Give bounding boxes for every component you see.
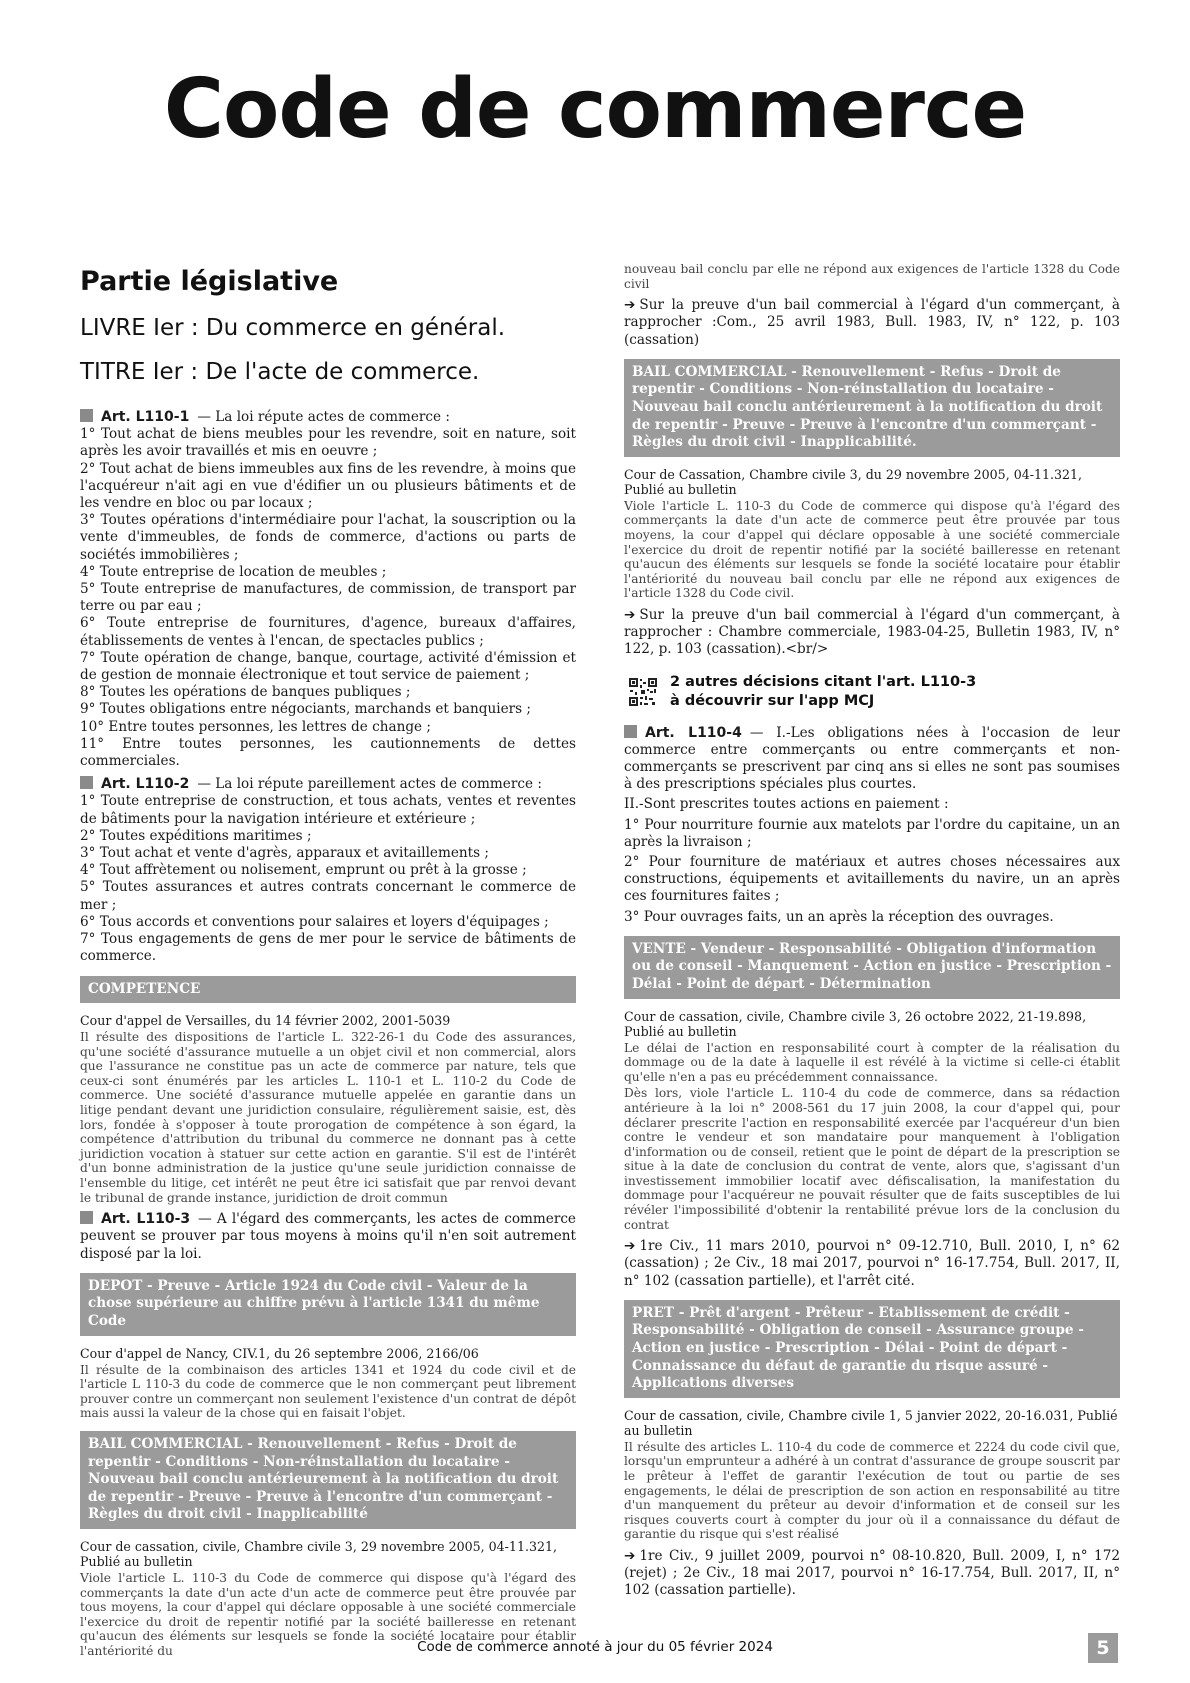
related-reference: ➔ Sur la preuve d'un bail commercial à l'égard d'un commerçant, à rapprocher : Chambre commerciale, 1983-04-25, Bulletin 1983, IV, n° 122, p. 103 (cassation).<br/> <box>624 606 1120 658</box>
decision-summary: Il résulte de la combinaison des articles 1341 et 1924 du code civil et de l'article L 110-3 du code de commerce que le non commerçant peut librement prouver contre un commerçant non seulement l'existence d'un contrat de dépôt mais aussi la valeur de la chose qui en faisait l'objet. <box>80 1362 576 1421</box>
article-intro: — La loi répute actes de commerce : <box>197 409 450 425</box>
list-item: 11° Entre toutes personnes, les cautionnements de dettes commerciales. <box>80 735 576 770</box>
decision-summary: Viole l'article L. 110-3 du Code de commerce qui dispose qu'à l'égard des commerçants la date d'un acte de commerce peut être prouvée par tous moyens, la cour d'appel qui déclare opposable à une société commerciale l'exercice du droit de repentir notifié par la société bailleresse en retenant qu'aucun des éléments sur lesquels se fonde la société locataire pour établir l'antériorité du nouveau bail conclu par elle ne répond aux exigences de l'article 1328 du Code civil. <box>624 498 1120 601</box>
article-label: Art. L110-1 <box>101 409 190 425</box>
article-intro: — A l'égard des commerçants, les actes de commerce peuvent se prouver par tous moyens à moins qu'il n'en soit autrement disposé par la loi. <box>80 1211 576 1262</box>
list-item: 1° Toute entreprise de construction, et tous achats, ventes et reventes de bâtiments pour la navigation intérieure et extérieure ; <box>80 793 576 827</box>
arrow-right-icon: ➔ <box>624 1548 636 1564</box>
court-reference: Cour d'appel de Versailles, du 14 février 2002, 2001-5039 <box>80 1013 451 1029</box>
article-l110-2 <box>80 776 576 965</box>
article-label: Art. L110-2 <box>101 776 190 793</box>
list-item: 10° Entre toutes personnes, les lettres de change ; <box>80 718 431 735</box>
article-intro: — La loi répute pareillement actes de commerce : <box>197 776 542 793</box>
related-reference: ➔ 1re Civ., 9 juillet 2009, pourvoi n° 08-10.820, Bull. 2009, I, n° 172 (rejet) ; 2e Civ., 18 mai 2017, pourvoi n° 16-17.754, Bull. 2017, II, n° 102 (cassation partielle). <box>624 1548 1120 1599</box>
list-item: 5° Toutes assurances et autres contrats concernant le commerce de mer ; <box>80 879 576 913</box>
list-item: 3° Toutes opérations d'intermédiaire pour l'achat, la souscription ou la vente d'immeubles, de fonds de commerce, d'actions ou parts de sociétés immobilières ; <box>80 512 576 563</box>
qr-code-icon <box>628 677 658 707</box>
partie-heading: Partie législative <box>80 266 339 297</box>
list-item: 2° Tout achat de biens immeubles aux fins de les revendre, à moins que l'acquéreur n'ait agi en vue d'édifier un ou plusieurs bâtiments et de les vendre en bloc ou par locaux ; <box>80 460 576 512</box>
square-bullet-icon <box>80 776 93 789</box>
decision-tag-pret: PRET - Prêt d'argent - Prêteur - Etablissement de crédit - Responsabilité - Obligation de conseil - Assurance groupe - Action en justice - Prescription - Délai - Point de départ - Connaissance du défaut de garantie du risque assuré - Applications diverses <box>624 1300 1120 1398</box>
article-label: Art. L110-3 <box>101 1211 191 1228</box>
left-column <box>80 262 576 1659</box>
list-item: 4° Tout affrètement ou nolisement, emprunt ou prêt à la grosse ; <box>80 862 527 879</box>
list-item: 3° Tout achat et vente d'agrès, apparaux et avitaillements ; <box>80 845 490 862</box>
decision-summary: Le délai de l'action en responsabilité court à compter de la réalisation du dommage ou de la date à laquelle il est révélé à la victime si celle-ci établit qu'elle n'en a pas eu précédemment connaissance. <box>624 1040 1120 1084</box>
list-item: 4° Toute entreprise de location de meubles ; <box>80 563 387 580</box>
list-item: 6° Toute entreprise de fournitures, d'agence, bureaux d'affaires, établissements de ventes à l'encan, de spectacles publics ; <box>80 615 576 649</box>
arrow-right-icon: ➔ <box>624 1238 636 1255</box>
list-item: 3° Pour ouvrages faits, un an après la réception des ouvrages. <box>624 908 1054 925</box>
arrow-right-icon: ➔ <box>624 297 636 314</box>
decision-tag-depot: DEPOT - Preuve - Article 1924 du Code civil - Valeur de la chose supérieure au chiffre prévu à l'article 1341 du même Code <box>80 1273 576 1336</box>
list-item: 7° Tous engagements de gens de mer pour le service de bâtiments de commerce. <box>80 931 576 965</box>
article-l110-1 <box>80 409 576 770</box>
livre-heading: LIVRE Ier : Du commerce en général. <box>80 315 506 341</box>
list-item: 6° Tous accords et conventions pour salaires et loyers d'équipages ; <box>80 913 549 930</box>
list-item: 1° Pour nourriture fournie aux matelots par l'ordre du capitaine, un an après la livraison ; <box>624 816 1120 850</box>
court-reference: Cour de cassation, civile, Chambre civile 1, 5 janvier 2022, 20-16.031, Publié au bulletin <box>624 1407 1118 1438</box>
list-item: 8° Toutes les opérations de banques publiques ; <box>80 684 411 701</box>
app-promo-line-1: 2 autres décisions citant l'art. L110-3 <box>670 673 977 690</box>
decision-tag-bail: BAIL COMMERCIAL - Renouvellement - Refus - Droit de repentir - Conditions - Non-réinstallation du locataire - Nouveau bail conclu antérieurement à la notification du droit de repentir - Preuve - Preuve à l'encontre d'un commerçant - Règles du droit civil - Inapplicabilité <box>80 1431 576 1529</box>
app-promo-line-2: à découvrir sur l'app MCJ <box>670 692 875 709</box>
article-intro: — I.-Les obligations nées à l'occasion de leur commerce entre commerçants ou entre commerçants et non-commerçants se prescrivent par cinq ans si elles ne sont pas soumises à des prescriptions spéciales plus courtes. <box>624 724 1121 793</box>
list-item: 7° Toute opération de change, banque, courtage, activité d'émission et de gestion de monnaie électronique et tout service de paiement ; <box>80 649 576 684</box>
decision-summary: Viole l'article L. 110-3 du Code de commerce qui dispose qu'à l'égard des commerçants la date d'un acte d'un acte de commerce peut être prouvée par tous moyens, la cour d'appel qui déclare opposable à une société commerciale l'exercice du droit de repentir notifié par la société bailleresse en retenant qu'aucun des éléments sur lesquels se fonde la société locataire pour établir l'antériorité du <box>80 1570 576 1658</box>
list-item: 1° Tout achat de biens meubles pour les revendre, soit en nature, soit après les avoir travaillés et mis en oeuvre ; <box>80 426 576 460</box>
article-label: Art. L110-4 <box>645 724 742 741</box>
court-reference: Cour de cassation, civile, Chambre civile 3, 26 octobre 2022, 21-19.898, Publié au bulletin <box>624 1008 1087 1039</box>
titre-heading: TITRE Ier : De l'acte de commerce. <box>80 359 480 385</box>
decision-tag-bail-2: BAIL COMMERCIAL - Renouvellement - Refus - Droit de repentir - Conditions - Non-réinstallation du locataire - Nouveau bail conclu antérieurement à la notification du droit de repentir - Preuve - Preuve à l'encontre d'un commerçant - Règles du droit civil - Inapplicabilité. <box>624 359 1120 457</box>
right-column <box>624 262 1120 1600</box>
square-bullet-icon <box>80 1211 93 1224</box>
decision-tag-vente: VENTE - Vendeur - Responsabilité - Obligation d'information ou de conseil - Manquement - Action en justice - Prescription - Délai - Point de départ - Détermination <box>624 936 1120 999</box>
article-l110-4 <box>624 725 1120 926</box>
page-footer: Code de commerce annoté à jour du 05 février 2024 <box>417 1639 773 1655</box>
decision-summary: Il résulte des articles L. 110-4 du code de commerce et 2224 du code civil que, lorsqu'un emprunteur a adhéré à un contrat d'assurance de groupe souscrit par le prêteur à l'effet de garantir l'exécution de tout ou partie de ses engagements, le délai de prescription de son action en responsabilité au titre d'un manquement du prêteur au devoir d'information et de conseil sur les risques couverts court à compter du jour où il a connaissance du défaut de garantie du risque qui s'est réalisé <box>624 1439 1120 1542</box>
square-bullet-icon <box>624 725 637 738</box>
list-item: 9° Toutes obligations entre négociants, marchands et banquiers ; <box>80 701 532 718</box>
related-reference: ➔ 1re Civ., 11 mars 2010, pourvoi n° 09-12.710, Bull. 2010, I, n° 62 (cassation) ; 2e Civ., 18 mai 2017, pourvoi n° 16-17.754, Bull. 2017, II, n° 102 (cassation partielle), et l'arrêt cité. <box>624 1238 1120 1289</box>
court-reference: Cour de Cassation, Chambre civile 3, du 29 novembre 2005, 04-11.321, Publié au bulletin <box>624 466 1083 497</box>
related-reference: ➔ Sur la preuve d'un bail commercial à l'égard d'un commerçant, à rapprocher :Com., 25 avril 1983, Bull. 1983, IV, n° 122, p. 103 (cassation) <box>624 297 1120 348</box>
list-item: 5° Toute entreprise de manufactures, de commission, de transport par terre ou par eau ; <box>80 581 576 615</box>
arrow-right-icon: ➔ <box>624 606 636 623</box>
list-item: 2° Toutes expéditions maritimes ; <box>80 827 312 844</box>
list-item: II.-Sont prescrites toutes actions en paiement : <box>624 796 949 813</box>
square-bullet-icon <box>80 409 93 422</box>
decision-summary-continued: nouveau bail conclu par elle ne répond aux exigences de l'article 1328 du Code civil <box>624 262 1120 291</box>
court-reference: Cour de cassation, civile, Chambre civile 3, 29 novembre 2005, 04-11.321, Publié au bulletin <box>80 1538 558 1569</box>
decision-summary: Il résulte des dispositions de l'article L. 322-26-1 du Code des assurances, qu'une société d'assurance mutuelle a un objet civil et non commercial, alors que l'assurance ne constitue pas un acte de commerce par nature, tels que ceux-ci sont énumérés par les articles L. 110-1 et L. 110-2 du Code de commerce. Une société d'assurance mutuelle appelée en garantie dans un litige pendant devant une juridiction consulaire, régulièrement saisie, est, dès lors, fondée à s'opposer à toute prorogation de compétence à son égard, la compétence d'attribution du tribunal du commerce ne donnant pas à cette juridiction vocation à statuer sur cette action en garantie. S'il est de l'intérêt d'un bonne administration de la justice qu'une seule juridiction connaisse de l'ensemble du litige, cet intérêt ne peut être ici satisfait que par renvoi devant le tribunal de grande instance, juridiction de droit commun <box>80 1030 576 1205</box>
app-promo[interactable] <box>628 673 1120 711</box>
decision-summary: Dès lors, viole l'article L. 110-4 du code de commerce, dans sa rédaction antérieure à la loi n° 2008-561 du 17 juin 2008, la cour d'appel qui, pour déclarer prescrite l'action en responsabilité exercée par l'acquéreur d'un bien contre le vendeur et son mandataire pour manquement à l'obligation d'information ou de conseil, retient que le point de départ de la prescription se situe à la date de conclusion du contrat de vente, alors que, s'agissant d'un investissement immobilier locatif avec défiscalisation, la manifestation du dommage pour l'acquéreur ne pouvait résulter que de faits susceptibles de lui révéler l'impossibilité d'obtenir la rentabilité prévue lors de la conclusion du contrat <box>624 1086 1120 1232</box>
article-l110-3 <box>80 1211 576 1263</box>
decision-tag-competence: COMPETENCE <box>80 976 576 1004</box>
list-item: 2° Pour fourniture de matériaux et autres choses nécessaires aux constructions, équipements et avitaillements du navire, un an après ces fournitures faites ; <box>624 853 1120 905</box>
page-title: Code de commerce <box>163 62 1027 157</box>
court-reference: Cour d'appel de Nancy, CIV.1, du 26 septembre 2006, 2166/06 <box>80 1345 479 1361</box>
page-number: 5 <box>1088 1633 1118 1663</box>
